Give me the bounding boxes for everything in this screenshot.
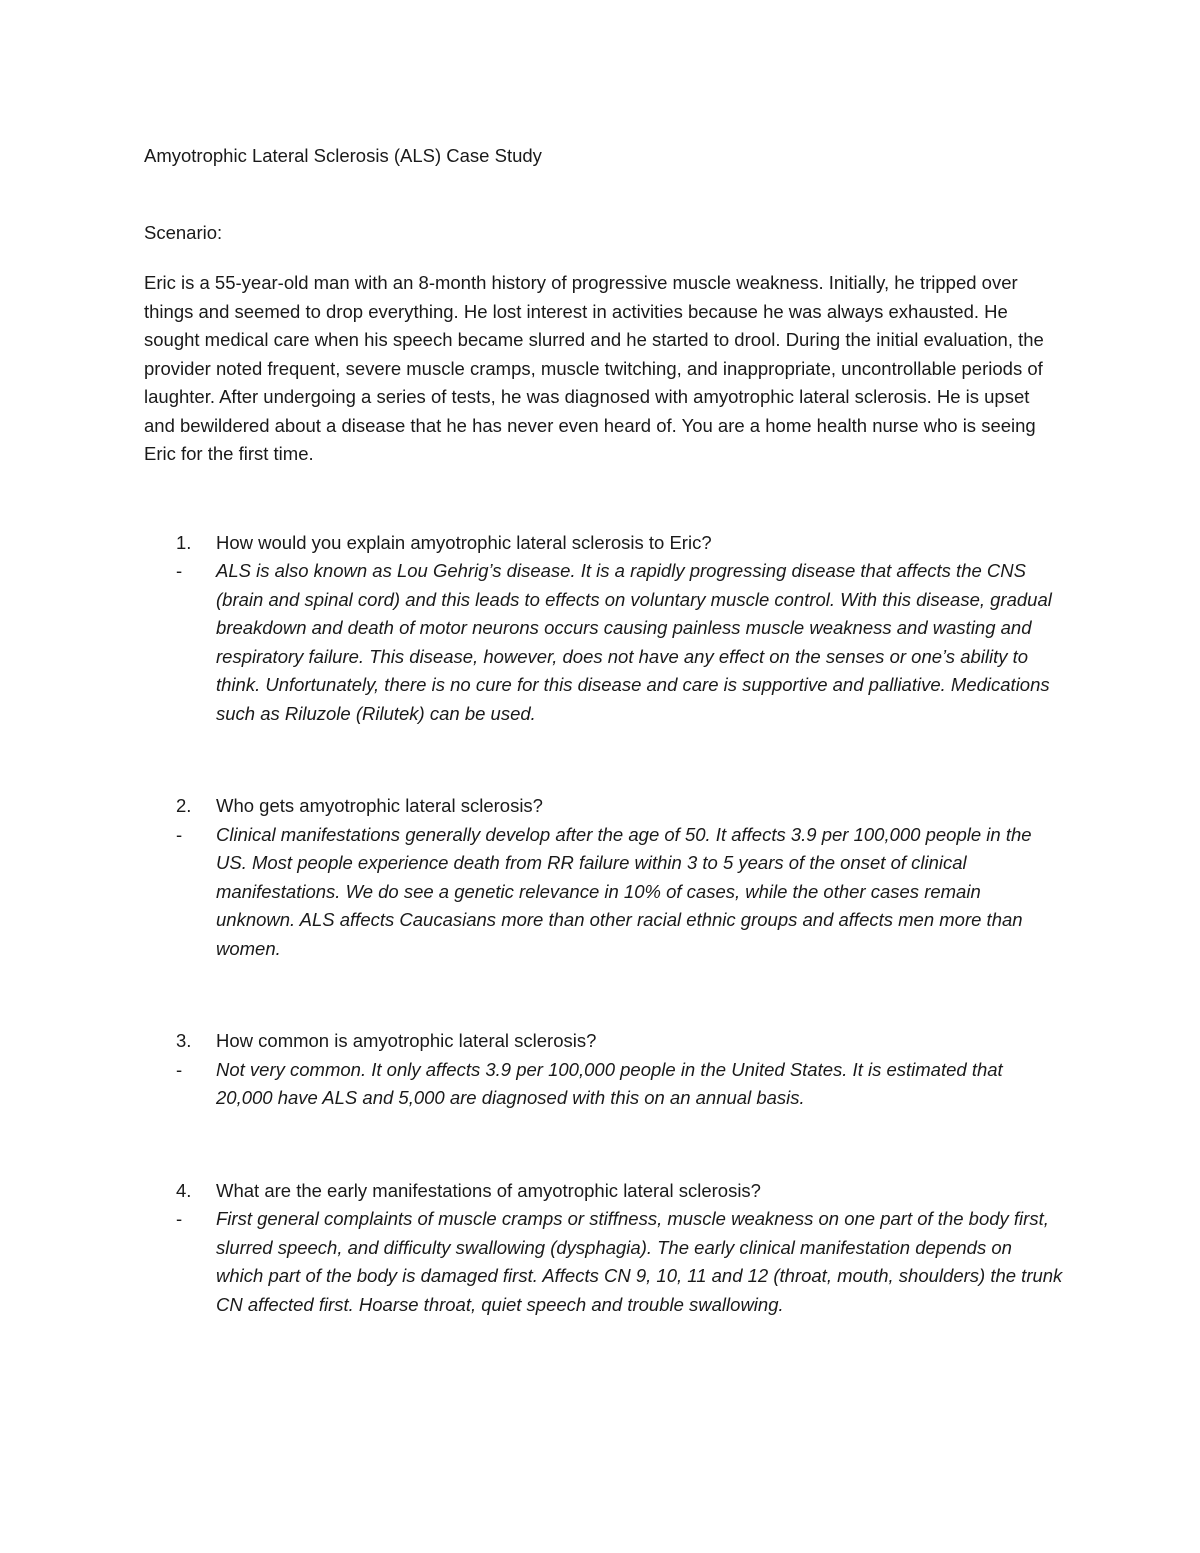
document-title: Amyotrophic Lateral Sclerosis (ALS) Case Study — [144, 145, 542, 166]
question-item — [144, 529, 1064, 729]
answer-line — [144, 1056, 1064, 1113]
question-line — [144, 529, 1064, 558]
answer-text: ALS is also known as Lou Gehrig’s disease. It is a rapidly progressing disease that affects the CNS (brain and spinal cord) and this leads to effects on voluntary muscle control. With this disease, gradual breakdown and death of motor neurons occurs causing painless muscle weakness and wasting and respiratory failure. This disease, however, does not have any effect on the senses or one’s ability to think. Unfortunately, there is no cure for this disease and care is supportive and palliative. Medications such as Riluzole (Rilutek) can be used. — [216, 560, 1052, 724]
scenario-label: Scenario: — [144, 221, 223, 243]
question-line — [144, 792, 1064, 821]
question-text: How common is amyotrophic lateral sclerosis? — [216, 1030, 597, 1051]
answer-text: Clinical manifestations generally develop after the age of 50. It affects 3.9 per 100,000 people in the US. Most people experience death from RR failure within 3 to 5 years of the onset of clinical manifestations. We do see a genetic relevance in 10% of cases, while the other cases remain unknown. ALS affects Caucasians more than other racial ethnic groups and affects men more than women. — [216, 823, 1032, 959]
answer-text: First general complaints of muscle cramps or stiffness, muscle weakness on one part of the body first, slurred speech, and difficulty swallowing (dysphagia). The early clinical manifestation depends on which part of the body is damaged first. Affects CN 9, 10, 11 and 12 (throat, mouth, shoulders) the trunk CN affected first. Hoarse throat, quiet speech and trouble swallowing. — [216, 1208, 1063, 1315]
question-line — [144, 1027, 1064, 1056]
question-text: Who gets amyotrophic lateral sclerosis? — [216, 795, 543, 816]
question-text: How would you explain amyotrophic lateral sclerosis to Eric? — [216, 531, 712, 553]
answer-bullet: - — [176, 560, 183, 581]
answer-line — [144, 821, 1064, 964]
answer-bullet: - — [176, 1208, 183, 1229]
question-line — [144, 1177, 1064, 1206]
question-number: 2. — [176, 795, 192, 816]
question-item — [144, 1177, 1064, 1320]
question-number: 4. — [176, 1179, 192, 1201]
question-item — [144, 1027, 1064, 1113]
answer-line — [144, 557, 1064, 728]
answer-line — [144, 1205, 1064, 1319]
question-number: 3. — [176, 1030, 192, 1051]
document-body — [144, 142, 1064, 1319]
question-number: 1. — [176, 531, 192, 553]
question-text: What are the early manifestations of amyotrophic lateral sclerosis? — [216, 1179, 761, 1201]
question-item — [144, 792, 1064, 963]
scenario-text: Eric is a 55-year-old man with an 8-month history of progressive muscle weakness. Initially, he tripped over things and seemed to drop everything. He lost interest in activities because he was always exhausted. He sought medical care when his speech became slurred and he started to drool. During the initial evaluation, the provider noted frequent, severe muscle cramps, muscle twitching, and inappropriate, uncontrollable periods of laughter. After undergoing a series of tests, he was diagnosed with amyotrophic lateral sclerosis. He is upset and bewildered about a disease that he has never even heard of. You are a home health nurse who is seeing Eric for the first time. — [144, 272, 1044, 464]
answer-text: Not very common. It only affects 3.9 per 100,000 people in the United States. It is estimated that 20,000 have ALS and 5,000 are diagnosed with this on an annual basis. — [216, 1058, 1003, 1108]
answer-bullet: - — [176, 1058, 183, 1080]
answer-bullet: - — [176, 823, 183, 845]
question-list — [144, 529, 1064, 1320]
